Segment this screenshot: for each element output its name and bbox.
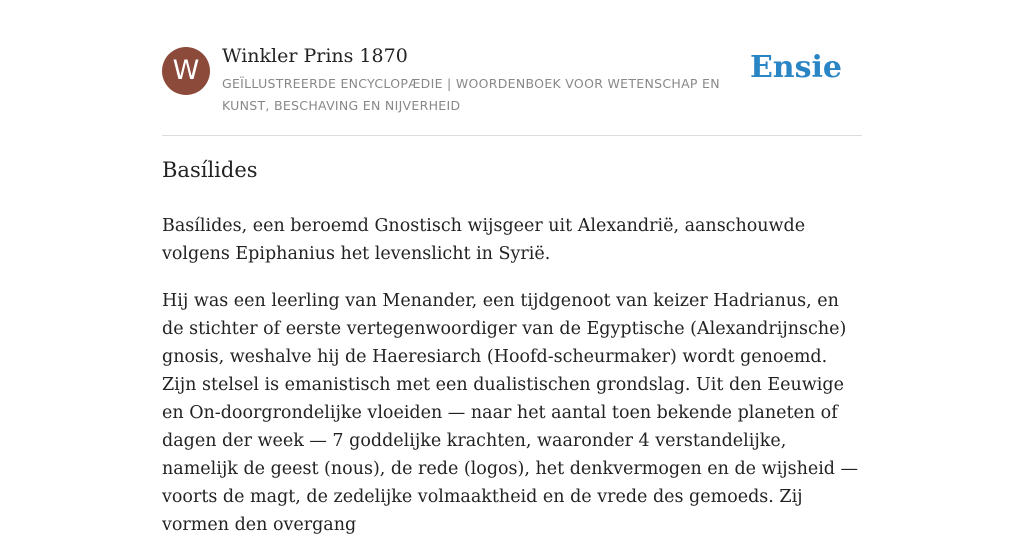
ensie-logo-link[interactable]: Ensie bbox=[749, 50, 842, 85]
entry-title: Basílides bbox=[162, 158, 258, 182]
source-avatar[interactable]: W bbox=[162, 47, 210, 95]
entry-paragraph: Basílides, een beroemd Gnostisch wijsgeer uit Alexandrië, aanschouwde volgens Epiphanius het levenslicht in Syrië. bbox=[162, 216, 806, 264]
entry-body bbox=[162, 212, 862, 558]
entry-paragraph: Hij was een leerling van Menander, een tijdgenoot van keizer Hadrianus, en de stichter of eerste vertegenwoordiger van de Egyptische (Alexandrijnsche) gnosis, weshalve hij de Haeresiarch (Hoofd-scheurmaker) wordt genoemd. Zijn stelsel is emanistisch met een dualistischen grondslag. Uit den Eeuwige en On-doorgrondelijke vloeiden — naar het aantal toen bekende planeten of dagen der week — 7 goddelijke krachten, waaronder 4 verstandelijke, namelijk de geest (nous), de rede (logos), het denkvermogen en de wijsheid — voorts de magt, de zedelijke volmaaktheid en de vrede des gemoeds. Zij vormen den overgang bbox=[162, 291, 859, 535]
source-subtitle: GEÏLLUSTREERDE ENCYCLOPÆDIE | WOORDENBOEK VOOR WETENSCHAP EN KUNST, BESCHAVING EN NIJVERHEID bbox=[222, 76, 720, 113]
header-divider bbox=[162, 135, 862, 136]
source-header bbox=[162, 44, 862, 120]
source-title[interactable]: Winkler Prins 1870 bbox=[222, 45, 408, 67]
